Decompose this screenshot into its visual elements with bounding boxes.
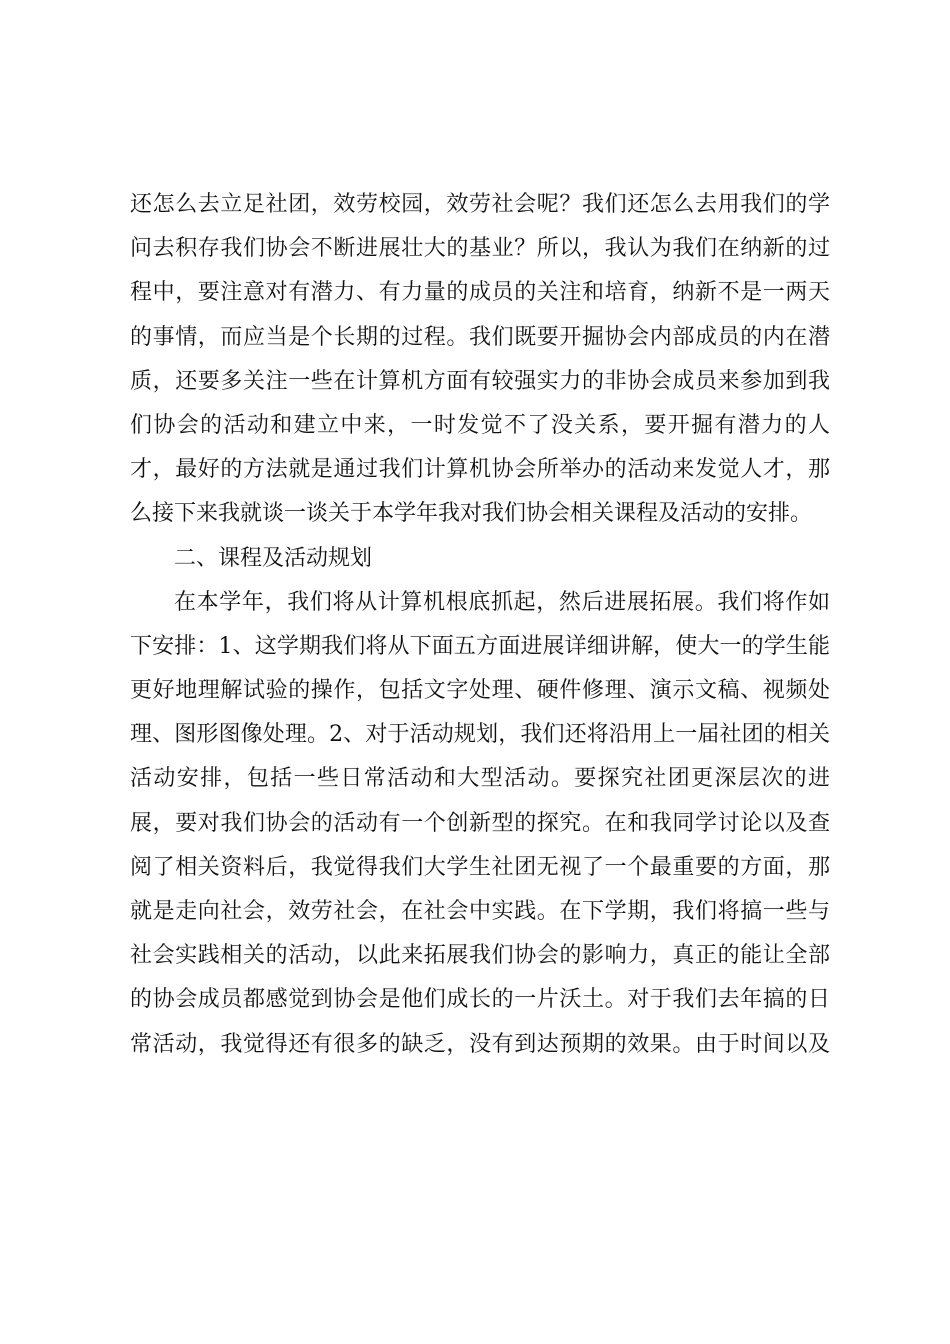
text-line: 么接下来我就谈一谈关于本学年我对我们协会相关课程及活动的安排。 xyxy=(130,501,813,527)
text-line: 质，还要多关注一些在计算机方面有较强实力的非协会成员来参加到我 xyxy=(130,368,830,394)
text-line: 阅了相关资料后，我觉得我们大学生社团无视了一个最重要的方面，那 xyxy=(130,854,830,880)
text-line: 还怎么去立足社团，效劳校园，效劳社会呢？我们还怎么去用我们的学 xyxy=(130,192,830,217)
body-text xyxy=(130,183,830,1067)
text-line: 在本学年，我们将从计算机根底抓起，然后进展拓展。我们将作如 xyxy=(174,589,830,615)
text-line: 才，最好的方法就是通过我们计算机协会所举办的活动来发觉人才，那 xyxy=(130,457,830,483)
text-line: 的协会成员都感觉到协会是他们成长的一片沃土。对于我们去年搞的日 xyxy=(130,987,830,1013)
text-line: 问去积存我们协会不断进展壮大的基业？所以，我认为我们在纳新的过 xyxy=(130,236,830,262)
text-line: 更好地理解试验的操作，包括文字处理、硬件修理、演示文稿、视频处 xyxy=(130,678,830,704)
text-line: 理、图形图像处理。2、对于活动规划，我们还将沿用上一届社团的相关 xyxy=(130,722,830,748)
text-line: 下安排：1、这学期我们将从下面五方面进展详细讲解，使大一的学生能 xyxy=(130,633,830,659)
section-heading: 二、课程及活动规划 xyxy=(174,545,373,571)
text-line: 社会实践相关的活动，以此来拓展我们协会的影响力，真正的能让全部 xyxy=(130,943,830,969)
text-line: 活动安排，包括一些日常活动和大型活动。要探究社团更深层次的进 xyxy=(130,766,830,792)
text-line: 常活动，我觉得还有很多的缺乏，没有到达预期的效果。由于时间以及 xyxy=(130,1031,830,1057)
text-line: 程中，要注意对有潜力、有力量的成员的关注和培育，纳新不是一两天 xyxy=(130,280,830,306)
text-line: 展，要对我们协会的活动有一个创新型的探究。在和我同学讨论以及查 xyxy=(130,810,830,836)
text-line: 的事情，而应当是个长期的过程。我们既要开掘协会内部成员的内在潜 xyxy=(130,324,830,350)
text-line: 们协会的活动和建立中来，一时发觉不了没关系，要开掘有潜力的人 xyxy=(130,412,830,438)
text-line: 就是走向社会，效劳社会，在社会中实践。在下学期，我们将搞一些与 xyxy=(130,899,830,924)
